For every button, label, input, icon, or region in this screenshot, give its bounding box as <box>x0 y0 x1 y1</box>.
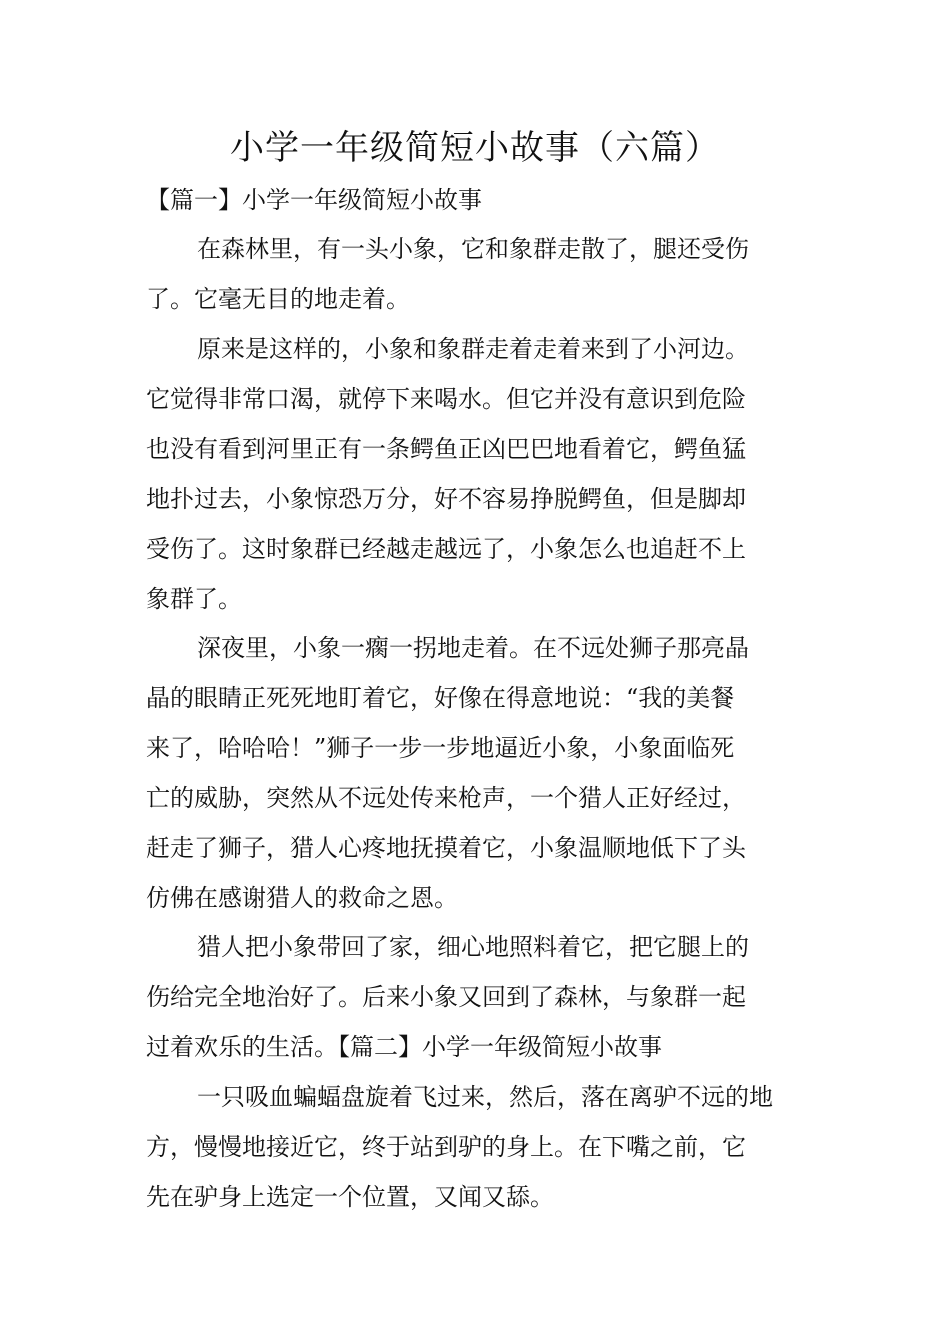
paragraph-line: 受伤了。这时象群已经越走越远了，小象怎么也追赶不上 <box>146 535 746 563</box>
paragraph-line: 来了，哈哈哈！”狮子一步一步地逼近小象，小象面临死 <box>146 734 735 762</box>
section-heading-1: 【篇一】小学一年级简短小故事 <box>146 186 482 214</box>
paragraph-line: 赶走了狮子，猎人心疼地抚摸着它，小象温顺地低下了头 <box>146 834 746 862</box>
paragraph-line: 深夜里，小象一瘸一拐地走着。在不远处狮子那亮晶 <box>197 634 749 662</box>
paragraph-line: 原来是这样的，小象和象群走着走着来到了小河边。 <box>197 335 749 363</box>
paragraph-line: 猎人把小象带回了家，细心地照料着它，把它腿上的 <box>197 933 749 961</box>
paragraph-line: 晶的眼睛正死死地盯着它，好像在得意地说：“我的美餐 <box>146 684 735 712</box>
paragraph-line: 亡的威胁，突然从不远处传来枪声，一个猎人正好经过， <box>146 784 746 812</box>
paragraph-line: 在森林里，有一头小象，它和象群走散了，腿还受伤 <box>197 235 749 263</box>
paragraph-line: 象群了。 <box>146 585 242 613</box>
paragraph-line: 一只吸血蝙蝠盘旋着飞过来，然后，落在离驴不远的地 <box>197 1083 773 1111</box>
paragraph-line: 了。它毫无目的地走着。 <box>146 285 410 313</box>
paragraph-line: 它觉得非常口渴，就停下来喝水。但它并没有意识到危险 <box>146 385 746 413</box>
paragraph-line: 先在驴身上选定一个位置，又闻又舔。 <box>146 1183 554 1211</box>
paragraph-line: 仿佛在感谢猎人的救命之恩。 <box>146 884 458 912</box>
document-title: 小学一年级简短小故事（六篇） <box>230 128 720 168</box>
paragraph-line: 伤给完全地治好了。后来小象又回到了森林，与象群一起 <box>146 983 746 1011</box>
paragraph-line: 地扑过去，小象惊恐万分，好不容易挣脱鳄鱼，但是脚却 <box>146 485 746 513</box>
paragraph-line: 方，慢慢地接近它，终于站到驴的身上。在下嘴之前，它 <box>146 1133 746 1161</box>
paragraph-line: 也没有看到河里正有一条鳄鱼正凶巴巴地看着它，鳄鱼猛 <box>146 435 746 463</box>
paragraph-line: 过着欢乐的生活。【篇二】小学一年级简短小故事 <box>146 1033 662 1061</box>
